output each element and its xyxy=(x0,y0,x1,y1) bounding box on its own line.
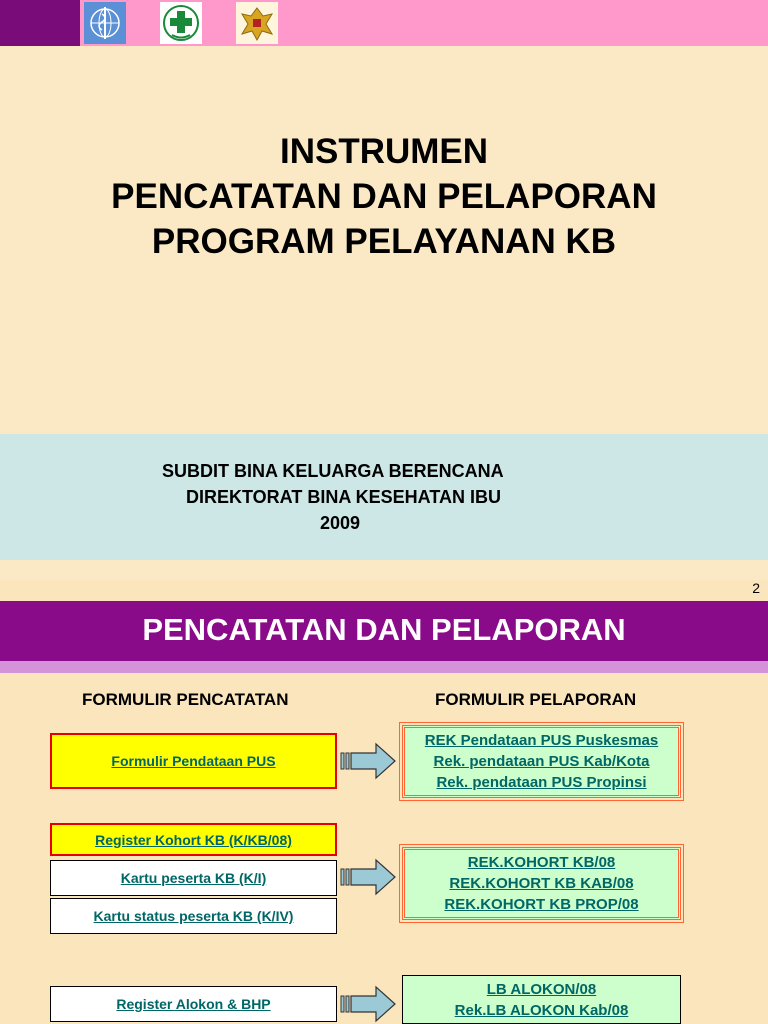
rekap-kohort-link[interactable]: REK.KOHORT KB/08 xyxy=(467,854,616,871)
subtitle-line-1: SUBDIT BINA KELUARGA BERENCANA xyxy=(162,461,504,481)
register-kohort-link[interactable]: Register Kohort KB (K/KB/08) xyxy=(95,831,292,848)
lb-alokon-kab-link[interactable]: Rek.LB ALOKON Kab/08 xyxy=(454,1001,629,1019)
arrow-right-icon xyxy=(340,858,396,896)
title-line-3: PROGRAM PELAYANAN KB xyxy=(151,222,617,261)
rekap-pus-prop-link[interactable]: Rek. pendataan PUS Propinsi xyxy=(436,774,647,791)
register-alokon-box[interactable] xyxy=(50,986,337,1022)
form-pendataan-pus-link[interactable]: Formulir Pendataan PUS xyxy=(111,753,276,769)
subtitle-panel xyxy=(0,434,768,560)
banner-stripe xyxy=(0,661,768,673)
kartu-peserta-box[interactable] xyxy=(50,860,337,896)
subtitle-year: 2009 xyxy=(320,513,361,533)
rekap-pus-kab-link[interactable]: Rek. pendataan PUS Kab/Kota xyxy=(433,753,650,770)
register-kohort-box[interactable] xyxy=(50,823,337,856)
col-header-pencatatan: FORMULIR PENCATATAN xyxy=(82,690,289,709)
page-number: 2 xyxy=(752,580,760,596)
rekap-kohort-kab-link[interactable]: REK.KOHORT KB KAB/08 xyxy=(449,875,634,892)
register-alokon-link[interactable]: Register Alokon & BHP xyxy=(116,996,271,1012)
who-logo xyxy=(84,2,126,44)
title-line-1: INSTRUMEN xyxy=(279,132,489,171)
kartu-status-link[interactable]: Kartu status peserta KB (K/IV) xyxy=(93,908,294,924)
rekap-kohort-prop-link[interactable]: REK.KOHORT KB PROP/08 xyxy=(444,896,639,913)
kartu-peserta-link[interactable]: Kartu peserta KB (K/I) xyxy=(120,870,267,886)
section-title: PENCATATAN DAN PELAPORAN xyxy=(142,612,626,647)
rekap-pus-puskesmas-link[interactable]: REK Pendataan PUS Puskesmas xyxy=(424,732,659,749)
slide-pencatatan xyxy=(0,580,768,1024)
rekap-pendataan-pus-box xyxy=(402,725,681,798)
subtitle-line-2: DIREKTORAT BINA KESEHATAN IBU xyxy=(186,487,501,507)
top-banner-accent xyxy=(0,0,80,46)
rekap-kohort-box xyxy=(402,847,681,920)
arrow-right-icon xyxy=(340,742,396,780)
form-pendataan-pus-box[interactable] xyxy=(50,733,337,789)
kartu-status-box[interactable] xyxy=(50,898,337,934)
lb-alokon-box xyxy=(402,975,681,1024)
lb-alokon-link[interactable]: LB ALOKON/08 xyxy=(486,980,597,998)
bakti-husada-logo xyxy=(160,2,202,44)
title-line-2: PENCATATAN DAN PELAPORAN xyxy=(111,177,657,216)
arrow-right-icon xyxy=(340,985,396,1023)
col-header-pelaporan: FORMULIR PELAPORAN xyxy=(435,690,637,709)
top-banner xyxy=(0,0,768,46)
garuda-emblem xyxy=(236,2,278,44)
